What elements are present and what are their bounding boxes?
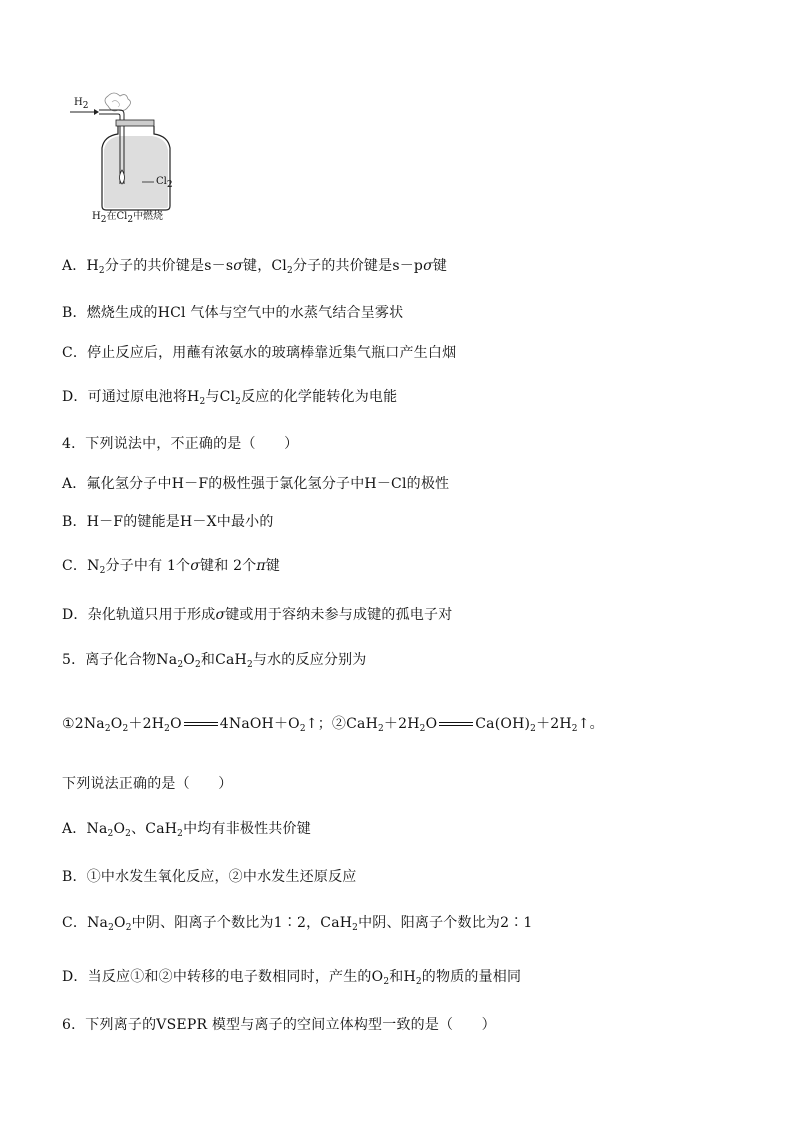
gas-jar-diagram: [68, 92, 178, 224]
q4-stem: 4．下列说法中，不正确的是（ ）: [62, 436, 299, 452]
cl2-label: Cl2: [156, 176, 173, 190]
combustion-apparatus-figure: [68, 92, 178, 224]
equals-bar: [439, 722, 473, 726]
q3-option-c: C．停止反应后，用蘸有浓氨水的玻璃棒靠近集气瓶口产生白烟: [62, 345, 457, 361]
q5-stem: 5．离子化合物$Na_2O_2$和CaH$_2$与水的反应分别为: [62, 652, 367, 670]
q4-option-c: C．$N_2$分子中有 1个σ键和 2个π键: [62, 558, 280, 576]
q5-equations: $①2Na_2O_2+2H_2O$ $4NaOH+O_2↑$；$②CaH_2+2H_2O$ $Ca(OH)_2+2H_2↑$。: [62, 716, 604, 734]
figure-caption: H2在Cl2中燃烧: [92, 211, 164, 225]
q4-option-a: A．氟化氢分子中H－F的极性强于氯化氢分子中H－Cl的极性: [62, 476, 450, 492]
q6-stem: 6．下列离子的VSEPR 模型与离子的空间立体构型一致的是（ ）: [62, 1017, 496, 1033]
q3-option-d: D．可通过原电池将$H_2$与$Cl_2$反应的化学能转化为电能: [62, 389, 398, 407]
q4-option-b: B．H－F的键能是H－X中最小的: [62, 514, 274, 530]
h2-inlet-label: H2: [74, 97, 89, 111]
q3-option-b: B．燃烧生成的HCl 气体与空气中的水蒸气结合呈雾状: [62, 305, 404, 321]
q4-option-d: D．杂化轨道只用于形成σ键或用于容纳未参与成键的孤电子对: [62, 607, 453, 623]
q5-ask: 下列说法正确的是（ ）: [62, 776, 233, 792]
q5-option-d: D．当反应①和②中转移的电子数相同时，产生的$O_2$和$H_2$的物质的量相同: [62, 969, 522, 987]
q3-option-a: A．$H_2$分子的共价键是s－sσ键，$Cl_2$分子的共价键是s－pσ键: [62, 258, 448, 276]
q5-option-a: A．$Na_2O_2$、CaH$_2$中均有非极性共价键: [62, 821, 311, 839]
q5-option-b: B．①中水发生氧化反应，②中水发生还原反应: [62, 869, 357, 885]
equals-bar: [184, 722, 218, 726]
q5-option-c: C．$Na_2O_2$中阴、阳离子个数比为1∶2，CaH$_2$中阴、阳离子个数比为2∶1: [62, 915, 533, 933]
stopper: [116, 120, 154, 126]
